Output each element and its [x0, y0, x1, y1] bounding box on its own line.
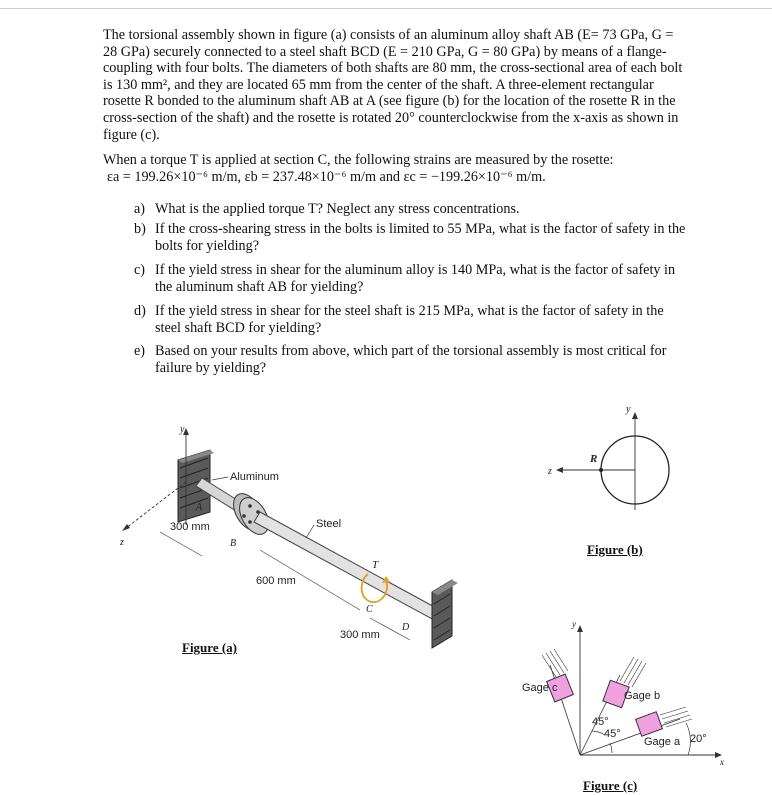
angle-45-1: 45° — [592, 716, 609, 728]
length-cd-label: 300 mm — [340, 629, 380, 641]
figure-c-diagram — [520, 615, 730, 780]
rosette-label: R — [590, 453, 598, 465]
question-text: If the yield stress in shear for the steel shaft is 215 MPa, what is the factor of safety in the steel shaft BCD for yielding? — [155, 303, 664, 336]
figure-b-diagram — [540, 400, 700, 530]
right-wall — [432, 580, 458, 648]
angle-20: 20° — [690, 733, 707, 745]
problem-measurement — [103, 152, 688, 185]
measured-sentence: When a torque T is applied at section C, the following strains are measured by the rosette: — [103, 152, 614, 168]
gage-a-element — [636, 707, 692, 736]
question-text: Based on your results from above, which part of the torsional assembly is most critical for failure by yielding? — [155, 343, 667, 376]
question-label: a) — [134, 201, 146, 217]
angle-45-2: 45° — [604, 728, 621, 740]
flange-coupling — [228, 489, 275, 540]
question-label: e) — [134, 343, 146, 359]
figure-a-caption: Figure (a) — [182, 640, 237, 655]
strain-values: εa = 199.26×10⁻⁶ m/m, εb = 237.48×10⁻⁶ m/m and εc = −199.26×10⁻⁶ m/m. — [107, 168, 546, 185]
figure-c-caption: Figure (c) — [583, 778, 638, 793]
top-rule — [0, 8, 772, 9]
rosette-point — [599, 468, 603, 472]
gage-c-label: Gage c — [522, 682, 558, 694]
axis-y-label: y — [180, 424, 185, 435]
length-bc-label: 600 mm — [256, 575, 296, 587]
figure-a-diagram — [110, 420, 470, 650]
point-d-label: D — [402, 622, 410, 633]
question-text: What is the applied torque T? Neglect any stress concentrations. — [155, 201, 520, 217]
point-a-label: A — [196, 502, 203, 513]
steel-shaft — [254, 512, 440, 620]
question-label: c) — [134, 262, 146, 278]
axis-y-label: y — [572, 619, 576, 629]
length-ab-label: 300 mm — [170, 521, 210, 533]
figure-b-caption: Figure (b) — [587, 542, 643, 557]
gage-c-element — [542, 649, 573, 702]
steel-label: Steel — [316, 518, 342, 530]
axis-z-label: z — [120, 537, 124, 548]
aluminum-label: Aluminum — [230, 471, 279, 483]
axis-y-label: y — [626, 404, 631, 415]
axis-z-label: z — [548, 466, 552, 477]
point-c-label: C — [366, 604, 373, 615]
question-label: d) — [134, 303, 146, 319]
question-text: If the cross-shearing stress in the bolts is limited to 55 MPa, what is the factor of safety in the bolts for yielding? — [155, 221, 686, 254]
problem-intro: The torsional assembly shown in figure (a) consists of an aluminum alloy shaft AB (E= 73 GPa, G = 28 GPa) securely connected to a steel shaft BCD (E = 210 GPa, G = 80 GPa) by means of a flange-coupling with four bolts. The diameters of both shafts are 80 mm, the cross-sectional area of each bolt is 130 mm², and they are located 65 mm from the center of the shaft. A three-element rectangular rosette R bonded to the aluminum shaft AB at A (see figure (b) for the location of the rosette R in the cross-section of the shaft) and the rosette is rotated 20° counterclockwise from the x-axis as shown in figure (c). — [103, 27, 683, 143]
gage-a-label: Gage a — [644, 736, 681, 748]
torque-label: T — [372, 559, 379, 571]
axis-x-label: x — [720, 757, 724, 767]
point-b-label: B — [230, 538, 237, 549]
gage-b-label: Gage b — [624, 690, 661, 702]
question-label: b) — [134, 221, 146, 237]
question-text: If the yield stress in shear for the aluminum alloy is 140 MPa, what is the factor of safety in the aluminum shaft AB for yielding? — [155, 262, 676, 295]
